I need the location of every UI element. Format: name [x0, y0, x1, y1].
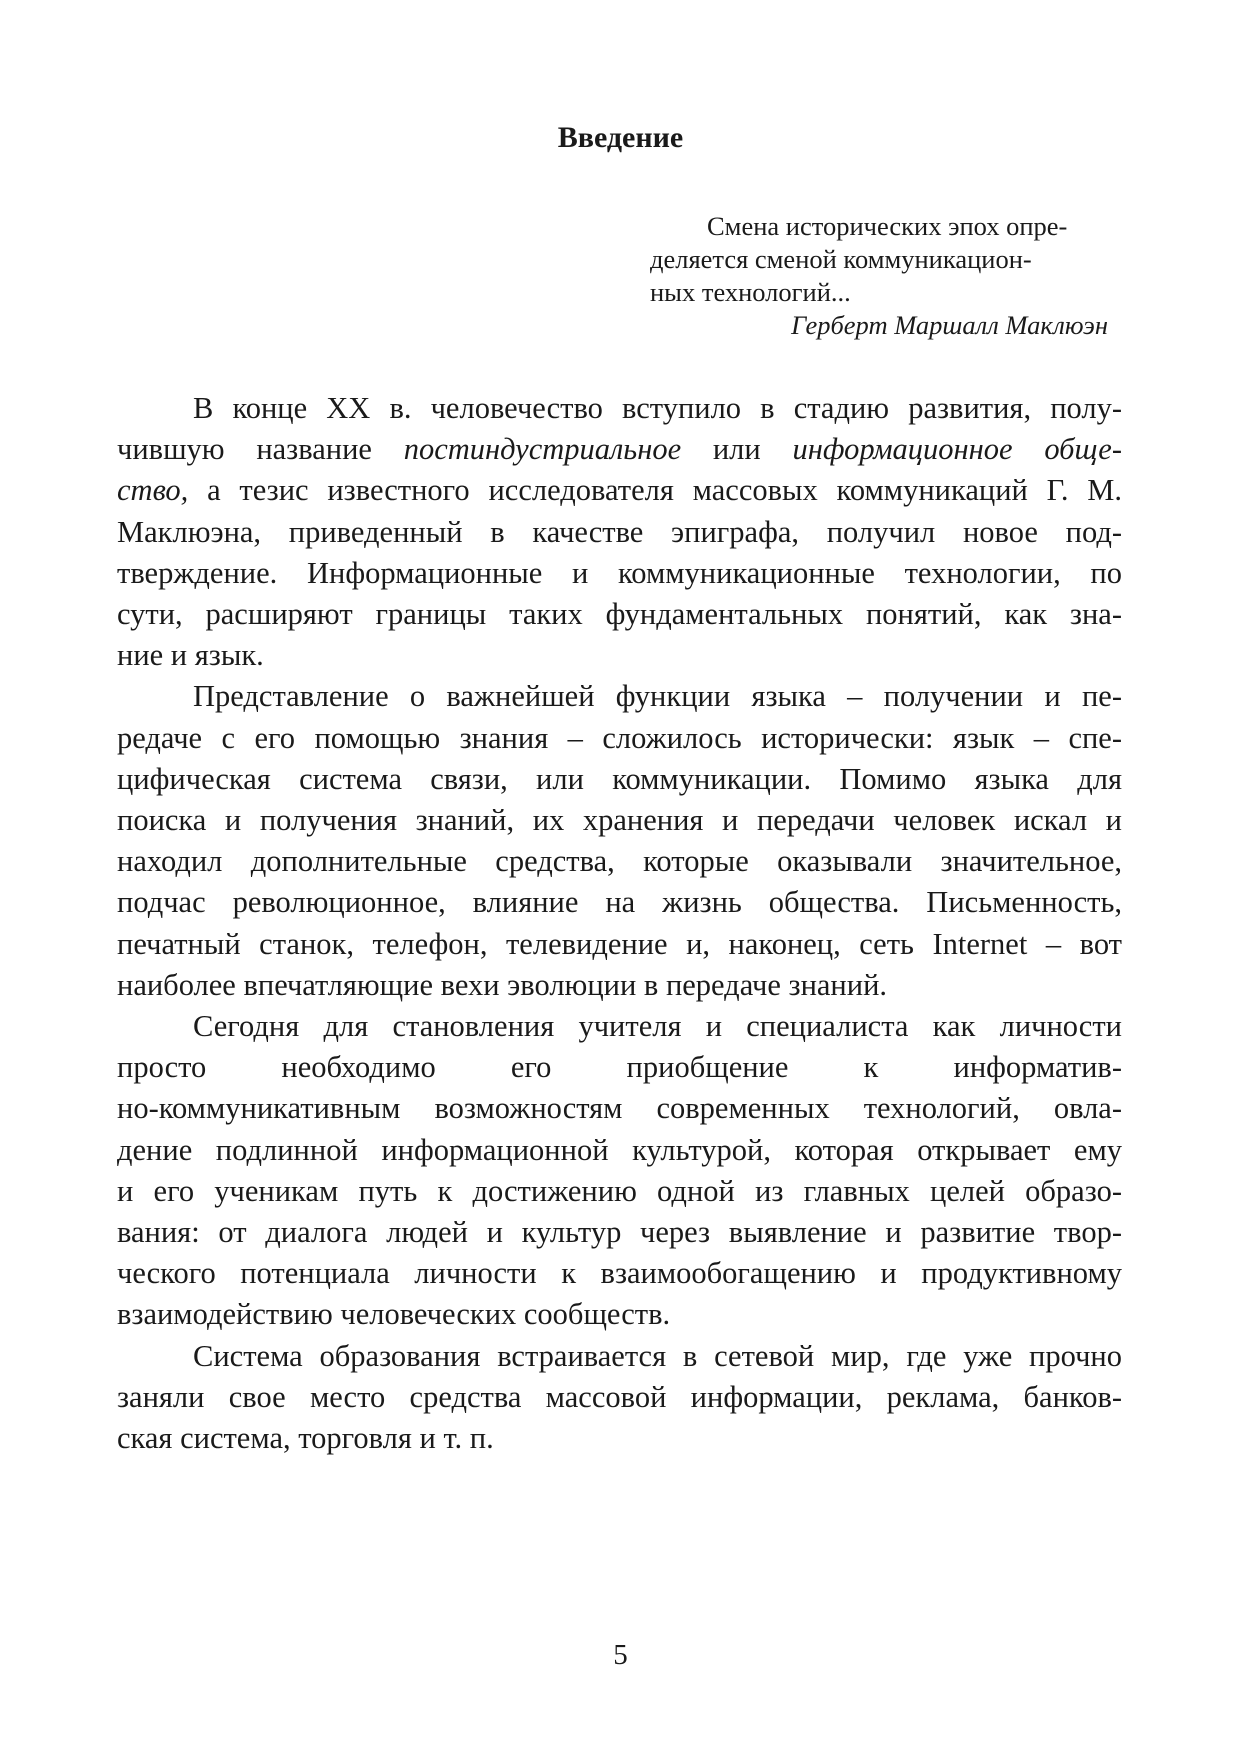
text-line: дение подлинной информационной культурой, которая открывает ему [117, 1132, 1122, 1167]
text-line: наиболее впечатляющие вехи эволюции в передаче знаний. [117, 967, 888, 1002]
paragraph [117, 1336, 1122, 1460]
text-line: ние и язык. [117, 638, 264, 673]
text-line: ческого потенциала личности к взаимообогащению и продуктивному [117, 1256, 1122, 1291]
text-line: подчас революционное, влияние на жизнь общества. Письменность, [117, 885, 1122, 920]
text-line: цифическая система связи, или коммуникации. Помимо языка для [117, 761, 1122, 796]
text-line: просто необходимо его приобщение к информатив- [117, 1050, 1122, 1085]
text-line: ство, а тезис известного исследователя массовых коммуникаций Г. М. [117, 473, 1122, 508]
text-line: вания: от диалога людей и культур через выявление и развитие твор- [117, 1215, 1122, 1250]
epigraph-line: Смена исторических эпох опре- [707, 211, 1068, 241]
text-line: но-коммуникативным возможностям современных технологий, овла- [117, 1091, 1122, 1126]
text-line: и его ученикам путь к достижению одной из главных целей образо- [117, 1173, 1122, 1208]
page-number: 5 [613, 1639, 628, 1671]
text-line: сути, расширяют границы таких фундаментальных понятий, как зна- [117, 597, 1122, 632]
text-line: редаче с его помощью знания – сложилось исторически: язык – спе- [117, 720, 1122, 755]
text-line: взаимодействию человеческих сообществ. [117, 1297, 671, 1332]
text-line: поиска и получения знаний, их хранения и передачи человек искал и [117, 803, 1122, 838]
paragraph [117, 388, 1122, 676]
body-text [117, 388, 1122, 1459]
chapter-title: Введение [557, 121, 684, 154]
text-line: ская система, торговля и т. п. [117, 1421, 494, 1456]
epigraph-author: Герберт Маршалл Маклюэн [791, 310, 1108, 340]
epigraph-line: деляется сменой коммуникацион- [650, 244, 1032, 274]
text-line: чившую название постиндустриальное или информационное обще- [117, 432, 1122, 467]
text-line: Представление о важнейшей функции языка – получении и пе- [193, 679, 1122, 714]
epigraph [650, 210, 1110, 342]
text-line: находил дополнительные средства, которые оказывали значительное, [117, 844, 1122, 879]
text-line: Система образования встраивается в сетевой мир, где уже прочно [193, 1338, 1122, 1373]
text-line: Сегодня для становления учителя и специалиста как личности [193, 1009, 1122, 1044]
text-line: тверждение. Информационные и коммуникационные технологии, по [117, 555, 1122, 590]
text-line: В конце XX в. человечество вступило в стадию развития, полу- [193, 391, 1122, 425]
text-line: заняли свое место средства массовой информации, реклама, банков- [117, 1379, 1122, 1414]
epigraph-line: ных технологий... [650, 277, 851, 307]
text-line: Маклюэна, приведенный в качестве эпиграфа, получил новое под- [117, 514, 1122, 549]
text-line: печатный станок, телефон, телевидение и, наконец, сеть Internet – вот [117, 926, 1122, 961]
paragraph [117, 676, 1122, 1006]
paragraph [117, 1006, 1122, 1336]
